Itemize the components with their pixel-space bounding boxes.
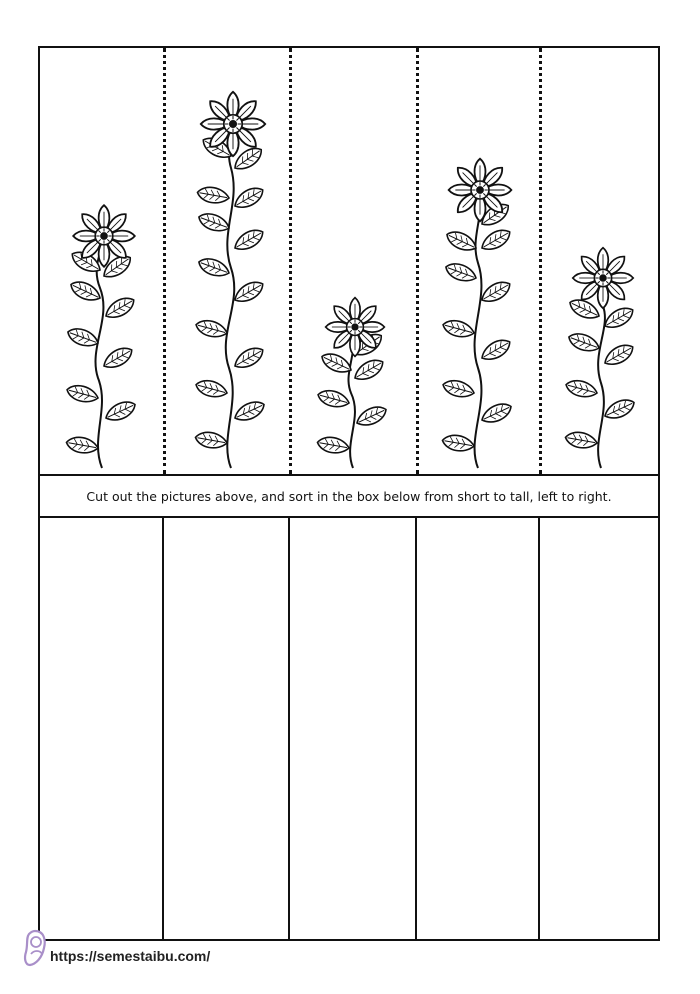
flower-1-icon	[40, 48, 164, 474]
sort-box-divider	[288, 518, 290, 939]
website-url: https://semestaibu.com/	[50, 948, 211, 964]
sort-box-divider	[538, 518, 540, 939]
sort-box-divider	[415, 518, 417, 939]
semestaibu-logo-icon	[22, 928, 48, 968]
flower-4-icon	[418, 48, 540, 474]
flower-5-icon	[541, 48, 658, 474]
flower-3-icon	[291, 48, 415, 474]
cutout-panel	[40, 48, 658, 474]
footer	[22, 928, 210, 968]
instruction-text: Cut out the pictures above, and sort in the box below from short to tall, left to right.	[40, 474, 658, 518]
sort-box-divider	[162, 518, 164, 939]
flower-2-icon	[165, 48, 289, 474]
worksheet	[38, 46, 660, 941]
sorting-boxes	[40, 518, 658, 939]
